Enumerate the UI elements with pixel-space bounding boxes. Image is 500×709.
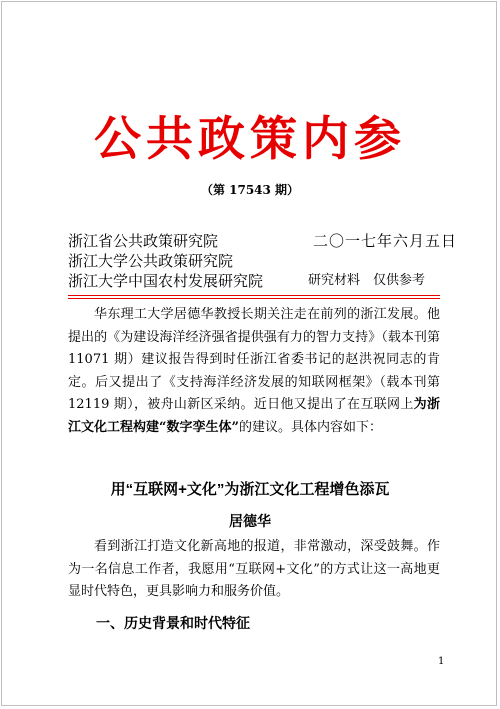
article-paragraph-1: 看到浙江打造文化新高地的报道，非常激动，深受鼓舞。作为一名信息工作者，我愿用“互联网+文化”的方式让这一高地更显时代特色，更具影响力和服务价值。 bbox=[68, 539, 440, 599]
red-divider-bottom bbox=[68, 298, 440, 299]
issue-number: （第 17543 期） bbox=[200, 183, 300, 197]
intro-text: 华东理工大学居德华教授长期关注走在前列的浙江发展。他提出的《为建设海洋经济强省提供强有力的智力支持》（载本刊第 11071 期）建议报告得到时任浙江省委书记的赵洪祝同志的肯定。后又提出了《支持海洋经济发展的知联网框架》（载本刊第 12119 期），被舟山新区采纳。近日他又提出了在互联网上 bbox=[68, 307, 440, 412]
article-author: 居德华 bbox=[229, 513, 271, 529]
intro-bold-text: 为浙江文化工程构建“数字孪生体” bbox=[68, 397, 440, 435]
page-number: 1 bbox=[438, 656, 445, 667]
org-name-2: 浙江大学公共政策研究院 bbox=[68, 252, 234, 270]
publication-date: 二〇一七年六月五日 bbox=[313, 232, 458, 250]
org-name-3: 浙江大学中国农村发展研究院 bbox=[68, 272, 264, 290]
intro-text-end: 的建议。具体内容如下： bbox=[238, 419, 382, 435]
org-name-1: 浙江省公共政策研究院 bbox=[68, 232, 219, 250]
article-title: 用“互联网+文化”为浙江文化工程增色添瓦 bbox=[110, 481, 390, 498]
section-heading-1: 一、历史背景和时代特征 bbox=[96, 615, 250, 631]
red-divider-top bbox=[68, 295, 440, 296]
intro-paragraph bbox=[68, 304, 440, 439]
publication-title: 公共政策内参 bbox=[94, 112, 406, 167]
reference-note: 研究材料 仅供参考 bbox=[308, 273, 426, 288]
